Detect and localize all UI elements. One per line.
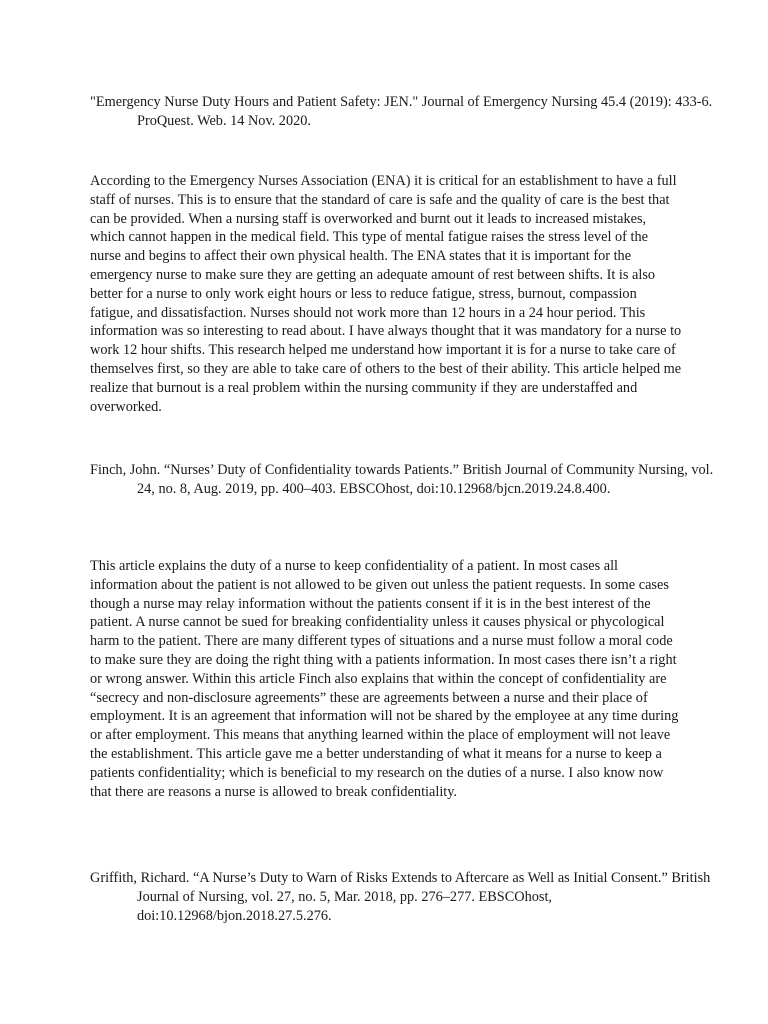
citation-emergency-nurse-duty-hours: "Emergency Nurse Duty Hours and Patient Safety: JEN." Journal of Emergency Nursing 45.4 (2019): 433-6. ProQuest. Web. 14 Nov. 2020. xyxy=(90,94,713,129)
citation-finch-confidentiality: Finch, John. “Nurses’ Duty of Confidentiality towards Patients.” British Journal of Community Nursing, vol. 24, no. 8, Aug. 2019, pp. 400–403. EBSCOhost, doi:10.12968/bjcn.2019.24.8.400. xyxy=(90,462,714,497)
annotation-finch-confidentiality: This article explains the duty of a nurse to keep confidentiality of a patient. In most cases all information about the patient is not allowed to be given out unless the patient requests. In some cases though a nurse may relay information without the patients consent if it is in the best interest of the patient. A nurse cannot be sued for breaking confidentiality unless it causes physical or phycological harm to the patient. There are many different types of situations and a nurse must follow a moral code to make sure they are doing the right thing with a patients information. In most cases there isn’t a right or wrong answer. Within this article Finch also explains that within the concept of confidentiality are “secrecy and non-disclosure agreements” these are agreements between a nurse and their place of employment. It is an agreement that information will not be shared by the employee at any time during or after employment. This means that anything learned within the place of employment will not leave the establishment. This article gave me a better understanding of what it means for a nurse to keep a patients confidentiality; which is beneficial to my research on the duties of a nurse. I also know now that there are reasons a nurse is allowed to break confidentiality. xyxy=(90,558,679,800)
citation-griffith-duty-to-warn: Griffith, Richard. “A Nurse’s Duty to Warn of Risks Extends to Aftercare as Well as Initial Consent.” British Journal of Nursing, vol. 27, no. 5, Mar. 2018, pp. 276–277. EBSCOhost, doi:10.12968/bjon.2018.27.5.276. xyxy=(90,870,711,924)
annotation-emergency-nurse-duty-hours: According to the Emergency Nurses Association (ENA) it is critical for an establishment to have a full staff of nurses. This is to ensure that the standard of care is safe and the quality of care is the best that can be provided. When a nursing staff is overworked and burnt out it leads to increased mistakes, which cannot happen in the medical field. This type of mental fatigue raises the stress level of the nurse and begins to affect their own physical health. The ENA states that it is important for the emergency nurse to make sure they are getting an adequate amount of rest between shifts. It is also better for a nurse to only work eight hours or less to reduce fatigue, stress, burnout, compassion fatigue, and dissatisfaction. Nurses should not work more than 12 hours in a 24 hour period. This information was so interesting to read about. I have always thought that it was mandatory for a nurse to work 12 hour shifts. This research helped me understand how important it is for a nurse to take care of themselves first, so they are able to take care of others to the best of their ability. This article helped me realize that burnout is a real problem within the nursing community if they are understaffed and overworked. xyxy=(90,173,682,415)
